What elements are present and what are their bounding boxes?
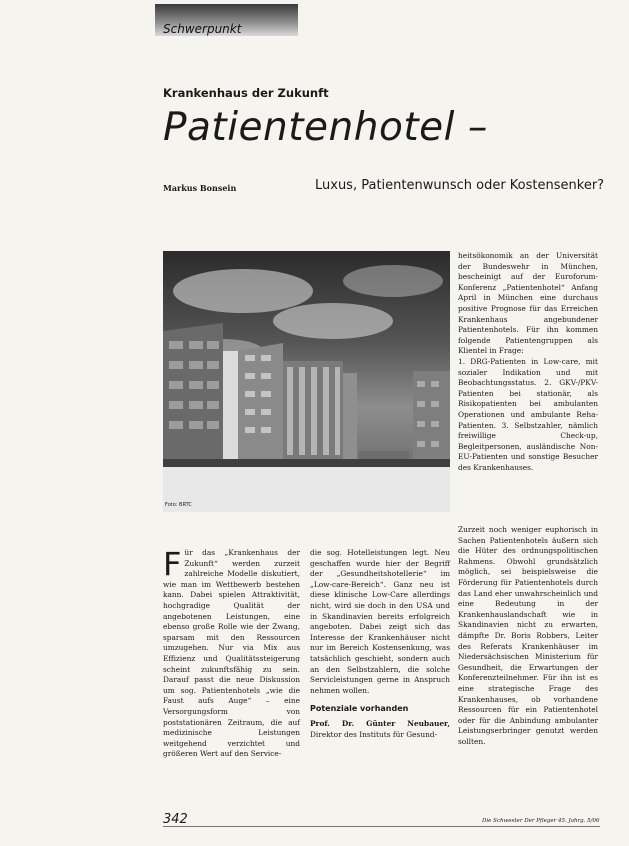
body-paragraph: heitsökonomik an der Universität der Bundeswehr in München, bescheinigt auf der Euroforum-Konferenz „Patientenhotel“ Anfang April in München eine durchaus positive Prognose für das Erreichen Krankenhaus angebundener Patientenhotels. Für ihn kommen folgende Patientengruppen als Klientel in Frage: xyxy=(458,251,598,356)
person-name: Prof. Dr. Günter Neubauer, xyxy=(310,718,450,728)
body-paragraph xyxy=(310,719,450,740)
photo-credit: Foto: BRTC xyxy=(165,502,192,508)
article-author: Markus Bonsein xyxy=(163,183,237,193)
article-photo xyxy=(163,251,450,512)
article-subtitle: Luxus, Patientenwunsch oder Kostensenker? xyxy=(315,178,605,193)
drop-cap: F xyxy=(163,545,182,583)
article-title: Patientenhotel – xyxy=(163,105,488,150)
body-column-3 xyxy=(458,251,598,473)
body-paragraph: 1. DRG-Patienten in Low-care, mit sozialer Indikation und mit Beobachtungsstatus. 2. GKV-/PKV-Patienten bei stationär, als Risikopatienten bei ambulanten Operationen und ambulante Reha-Patienten. 3. Selbstzahler, nämlich freiwillige Check-up, Begleitpersonen, ausländische Non-EU-Patienten und sonstige Besucher des Krankenhauses. xyxy=(458,356,598,472)
section-label: Schwerpunkt xyxy=(163,22,242,36)
footer-rule xyxy=(163,826,600,827)
body-column-2 xyxy=(310,548,450,740)
journal-reference: Die Schwester Der Pfleger 45. Jahrg. 5/06 xyxy=(482,818,600,824)
body-column-1 xyxy=(163,545,300,760)
page-number: 342 xyxy=(163,812,188,827)
body-column-3-continued xyxy=(458,525,598,747)
body-paragraph: Zurzeit noch weniger euphorisch in Sachen Patientenhotels äußern sich die Hüter des ordnungspolitischen Rahmens. Obwohl grundsätzlich möglich, sei beispielsweise die Förderung für Patientenhotels durch das Land eher unwahrscheinlich und eine Bedeutung in der Krankenhauslandschaft wie in Skandinavien nicht zu erwarten, dämpfte Dr. Boris Robbers, Leiter des Referats Krankenhäuser im Niedersächsischen Ministerium für Gesundheit, die Erwartungen der Konferenzteilnehmer. Für ihn ist es eine strategische Frage des Krankenhauses, ob vorhandene Ressourcen für ein Patientenhotel oder für die Anbindung ambulanter Leistungserbringer genutzt werden sollten. xyxy=(458,525,598,746)
article-kicker: Krankenhaus der Zukunft xyxy=(163,86,329,100)
body-paragraph: die sog. Hotelleistungen legt. Neu geschaffen wurde hier der Begriff der „Gesundheitshotellerie“ im „Low-care-Bereich“. Ganz neu ist diese klinische Low-Care allerdings nicht, wird sie doch in den USA und in Skandinavien bereits erfolgreich angeboten. Dabei zeigt sich das Interesse der Krankenhäuser nicht nur im Bereich Kostensenkung, was tatsächlich geschieht, sondern auch an den Selbstzahlern, die solche Servicleistungen gerne in Anspruch nehmen wollen. xyxy=(310,548,450,695)
body-text: Direktor des Instituts für Gesund- xyxy=(310,729,438,739)
subheading: Potenziale vorhanden xyxy=(310,704,409,714)
hospital-buildings-photo xyxy=(163,251,450,512)
body-text: ür das „Krankenhaus der Zukunft“ werden zurzeit zahlreiche Modelle diskutiert, wie man im Wettbewerb bestehen kann. Dabei spielen Attraktivität, hochgradige Qualität der angebotenen Leistungen, eine ebenso große Rolle wie der Zwang, sparsam mit den Ressourcen umzugehen. Nur via Mix aus Effizienz und Qualitätssteigerung scheint zukunftsfähig zu sein. Darauf passt die neue Diskussion um sog. Patientenhotels „wie die Faust aufs Auge“ – eine Versorgungsform von poststationären Zeitraum, die auf medizinische Leistungen weitgehend verzichtet und größeren Wert auf den Service- xyxy=(163,548,300,759)
body-paragraph xyxy=(163,545,300,760)
